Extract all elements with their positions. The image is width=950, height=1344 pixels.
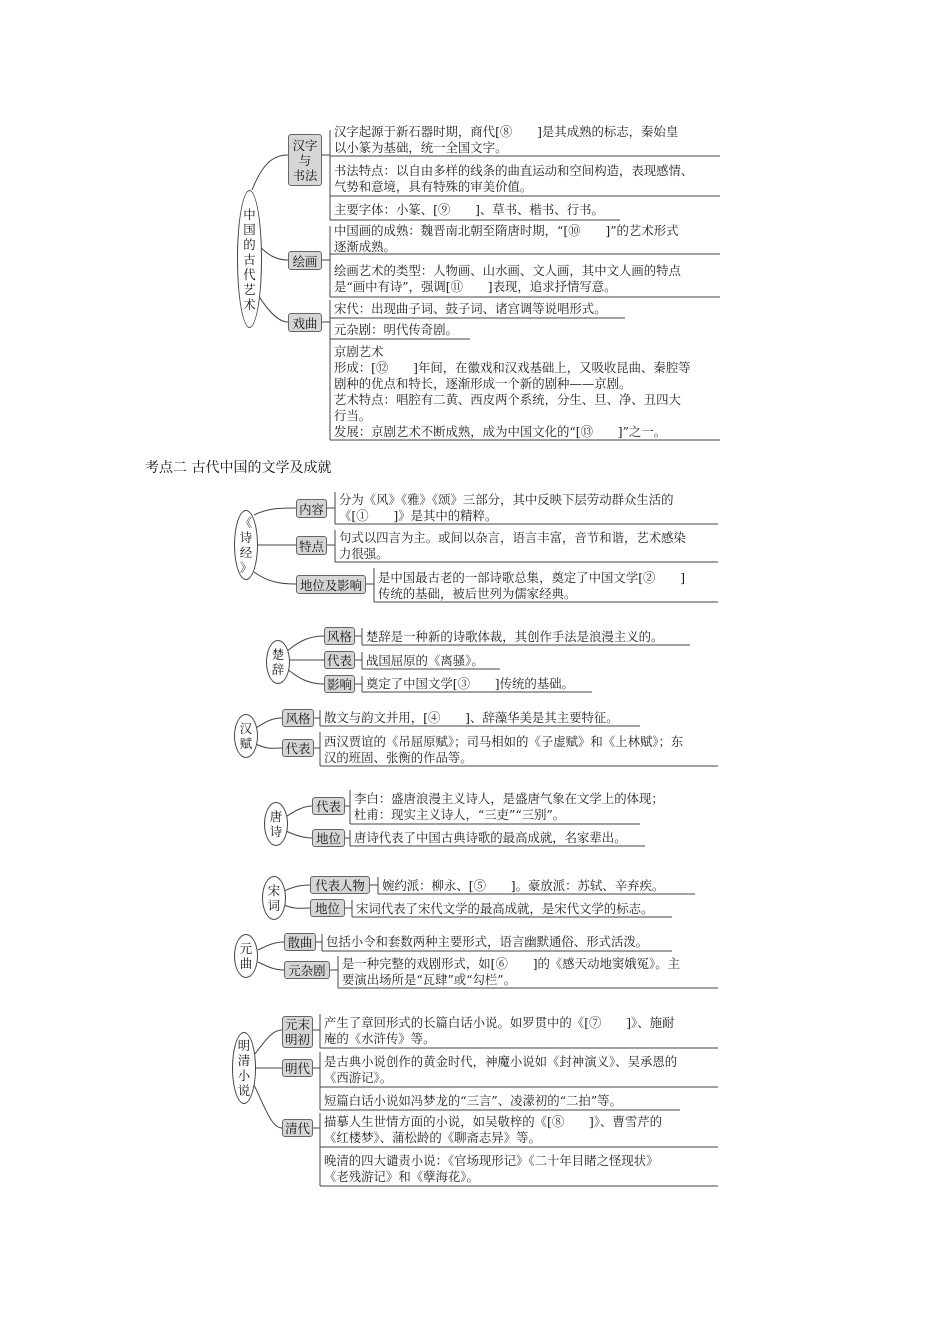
label-chuci-rep: 代表: [324, 651, 355, 669]
label-chuci-style: 风格: [324, 627, 355, 645]
paint-text-1b: 逐渐成熟。: [334, 239, 396, 254]
label-tangshi-rep: 代表: [312, 797, 345, 815]
root-oval-hanfu: 汉 赋: [234, 714, 258, 758]
shijing-text-2b: 力很强。: [339, 546, 389, 561]
mingqing-qing-text-1b: 《红楼梦》、蒲松龄的《聊斋志异》等。: [324, 1130, 541, 1145]
label-yuanqu-sanqu: 散曲: [284, 933, 316, 951]
chuci-text-3: 奠定了中国文学[③ ]传统的基础。: [366, 676, 574, 691]
mingqing-qing-text-2b: 《老残游记》和《孽海花》。: [324, 1169, 479, 1184]
mingqing-yuanmo-text-a: 产生了章回形式的长篇白话小说。如罗贯中的《[⑦ ]》、施耐: [324, 1015, 675, 1030]
label-yuanqu-zaju: 元杂剧: [284, 961, 330, 979]
callig-text-2a: 书法特点：以自由多样的线条的曲直运动和空间构造，表现感情、: [334, 163, 694, 178]
opera-text-3c: 剧种的优点和特长，逐渐形成一个新的剧种——京剧。: [334, 376, 632, 391]
label-chuci-influence: 影响: [324, 675, 355, 693]
yuanqu-text-2a: 是一种完整的戏剧形式，如[⑥ ]的《感天动地窦娥冤》。主: [342, 956, 681, 971]
hanfu-text-1: 散文与韵文并用，[④ ]、辞藻华美是其主要特征。: [324, 710, 619, 725]
hanfu-text-2b: 汉的班固、张衡的作品等。: [324, 750, 473, 765]
root-oval-tangshi: 唐 诗: [264, 802, 288, 846]
chuci-text-1: 楚辞是一种新的诗歌体裁，其创作手法是浪漫主义的。: [366, 629, 664, 644]
mingqing-ming-text-1a: 是古典小说创作的黄金时代，神魔小说如《封神演义》、吴承恩的: [324, 1054, 678, 1069]
callig-text-2b: 气势和意境，具有特殊的审美价值。: [334, 179, 533, 194]
mingqing-qing-text-1a: 描摹人生世情方面的小说，如吴敬梓的《[⑧ ]》、曹雪芹的: [324, 1114, 663, 1129]
shijing-text-2a: 句式以四言为主。或间以杂言，语言丰富，音节和谐，艺术感染: [339, 530, 686, 545]
label-songci-rep: 代表人物: [310, 876, 370, 894]
mingqing-ming-text-2: 短篇白话小说如冯梦龙的“三言”、凌濛初的“二拍”等。: [324, 1093, 622, 1108]
label-songci-status: 地位: [310, 899, 345, 917]
shijing-text-1a: 分为《风》《雅》《颂》三部分，其中反映下层劳动群众生活的: [339, 492, 674, 507]
root-oval-ancient-art: 中 国 的 古 代 艺 术: [237, 190, 262, 328]
root-oval-yuanqu: 元 曲: [234, 934, 258, 978]
opera-text-1: 宋代：出现曲子词、鼓子词、诸宫调等说唱形式。: [334, 301, 607, 316]
section-title: 考点二 古代中国的文学及成就: [145, 460, 332, 476]
songci-text-1: 婉约派：柳永、[⑤ ]。豪放派：苏轼、辛弃疾。: [382, 878, 665, 893]
label-mingqing-yuanmo: 元末 明初: [282, 1016, 313, 1048]
label-hanfu-style: 风格: [282, 709, 314, 727]
tangshi-text-1b: 杜甫：现实主义诗人，“三吏”“三别”。: [354, 807, 566, 822]
label-hanfu-rep: 代表: [282, 739, 314, 757]
paint-text-2a: 绘画艺术的类型：人物画、山水画、文人画，其中文人画的特点: [334, 263, 681, 278]
mingqing-ming-text-1b: 《西游记》。: [324, 1070, 393, 1085]
label-shijing-feature: 特点: [296, 536, 327, 555]
opera-text-2: 元杂剧：明代传奇剧。: [334, 322, 458, 337]
tangshi-text-2: 唐诗代表了中国古典诗歌的最高成就，名家辈出。: [354, 830, 627, 845]
shijing-text-3b: 传统的基础，被后世列为儒家经典。: [378, 586, 577, 601]
opera-text-3e: 行当。: [334, 408, 372, 423]
yuanqu-text-1: 包括小令和套数两种主要形式，语言幽默通俗、形式活泼。: [326, 934, 649, 949]
yuanqu-text-2b: 要演出场所是“瓦肆”或“勾栏”。: [342, 972, 517, 987]
hanfu-text-2a: 西汉贾谊的《吊屈原赋》；司马相如的《子虚赋》和《上林赋》；东: [324, 734, 684, 749]
root-oval-mingqing: 明 清 小 说: [232, 1032, 256, 1104]
mingqing-qing-text-2a: 晚清的四大谴责小说：《官场现形记》《二十年目睹之怪现状》: [324, 1153, 659, 1168]
shijing-text-3a: 是中国最古老的一部诗歌总集，奠定了中国文学[② ]: [378, 570, 686, 585]
shijing-text-1b: 《[① ]》是其中的精粹。: [339, 508, 498, 523]
opera-text-3a: 京剧艺术: [334, 344, 384, 359]
root-oval-chuci: 楚 辞: [266, 640, 290, 684]
callig-text-1a: 汉字起源于新石器时期，商代[⑧ ]是其成熟的标志，秦始皇: [334, 124, 679, 139]
paint-text-2b: 是“画中有诗”，强调[⑪ ]表现，追求抒情写意。: [334, 279, 617, 294]
category-painting: 绘画: [288, 251, 322, 270]
label-mingqing-qing: 清代: [282, 1119, 313, 1137]
label-tangshi-status: 地位: [312, 829, 345, 847]
label-shijing-status: 地位及影响: [296, 575, 366, 594]
songci-text-2: 宋词代表了宋代文学的最高成就，是宋代文学的标志。: [356, 901, 654, 916]
callig-text-3: 主要字体：小篆、[⑨ ]、草书、楷书、行书。: [334, 202, 604, 217]
root-oval-songci: 宋 词: [262, 876, 286, 920]
callig-text-1b: 以小篆为基础，统一全国文字。: [334, 140, 508, 155]
tangshi-text-1a: 李白：盛唐浪漫主义诗人，是盛唐气象在文学上的体现；: [354, 791, 664, 806]
root-oval-shijing: 《 诗 经 》: [234, 510, 258, 580]
paint-text-1a: 中国画的成熟：魏晋南北朝至隋唐时期，“[⑩ ]”的艺术形式: [334, 223, 679, 238]
label-mingqing-ming: 明代: [282, 1059, 313, 1077]
category-opera: 戏曲: [288, 313, 322, 332]
opera-text-3f: 发展：京剧艺术不断成熟，成为中国文化的“[⑬ ]”之一。: [334, 424, 667, 439]
opera-text-3b: 形成：[⑫ ]年间，在徽戏和汉戏基础上，又吸收昆曲、秦腔等: [334, 360, 691, 375]
category-calligraphy: 汉字 与 书法: [288, 134, 322, 186]
opera-text-3d: 艺术特点：唱腔有二黄、西皮两个系统，分生、旦、净、丑四大: [334, 392, 681, 407]
label-shijing-content: 内容: [296, 499, 327, 518]
chuci-text-2: 战国屈原的《离骚》。: [366, 653, 484, 668]
mingqing-yuanmo-text-b: 庵的《水浒传》等。: [324, 1031, 436, 1046]
